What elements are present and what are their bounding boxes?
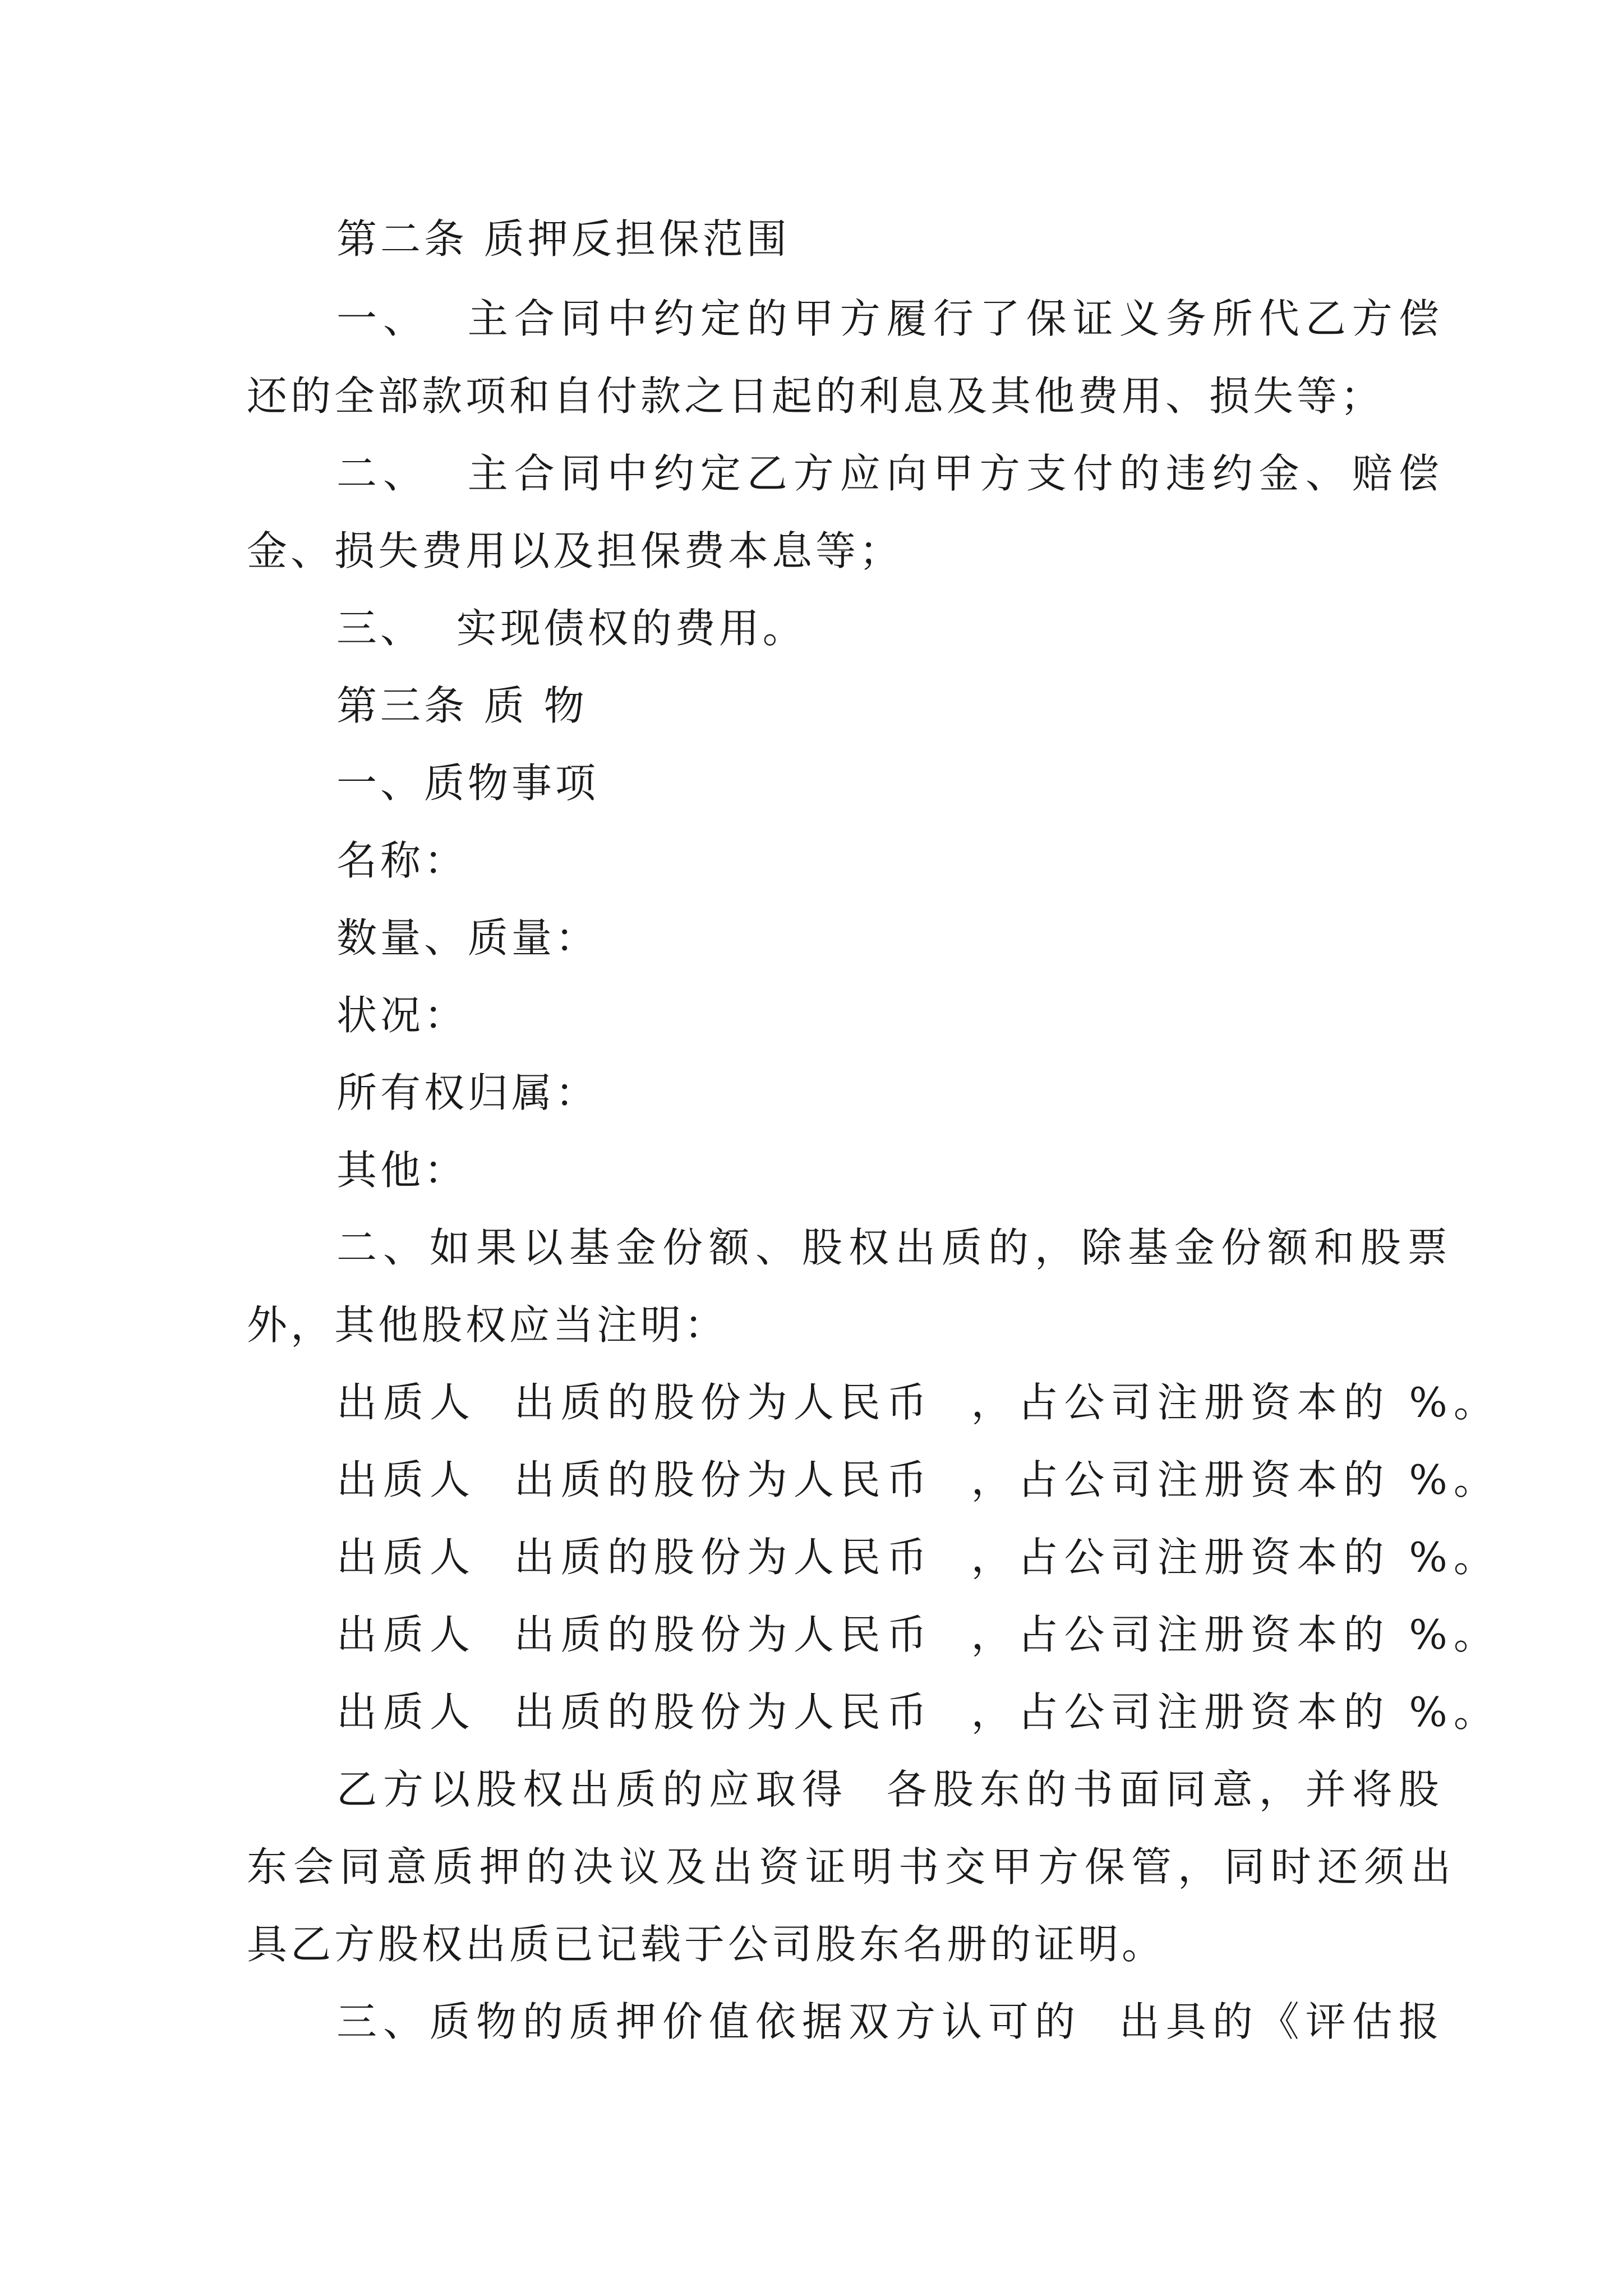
field-label-ownership: 所有权归属： bbox=[336, 1069, 600, 1116]
paragraph-line: 一、 主合同中约定的甲方履行了保证义务所代乙方偿 bbox=[336, 295, 1445, 342]
paragraph-line: 二、 主合同中约定乙方应向甲方支付的违约金、赔偿 bbox=[336, 450, 1445, 497]
pledgor-line: 出质人 出质的股份为人民币 ，占公司注册资本的 %。 bbox=[336, 1611, 1500, 1658]
field-label-condition: 状况： bbox=[336, 992, 468, 1039]
pledgor-line: 出质人 出质的股份为人民币 ，占公司注册资本的 %。 bbox=[336, 1379, 1500, 1426]
pledgor-line: 出质人 出质的股份为人民币 ，占公司注册资本的 %。 bbox=[336, 1688, 1500, 1736]
paragraph-line: 东会同意质押的决议及出资证明书交甲方保管，同时还须出 bbox=[247, 1843, 1458, 1890]
article-2-heading: 第二条 质押反担保范围 bbox=[336, 215, 790, 263]
paragraph-line: 二、如果以基金份额、股权出质的，除基金份额和股票 bbox=[336, 1224, 1454, 1271]
pledgor-line: 出质人 出质的股份为人民币 ，占公司注册资本的 %。 bbox=[336, 1456, 1500, 1503]
section-heading: 一、质物事项 bbox=[336, 760, 600, 807]
field-label-quantity-quality: 数量、质量： bbox=[336, 914, 600, 961]
field-label-other: 其他： bbox=[336, 1147, 468, 1194]
article-3-heading: 第三条 质 物 bbox=[336, 682, 588, 729]
paragraph-line: 三、质物的质押价值依据双方认可的 出具的《评估报 bbox=[336, 1998, 1445, 2045]
field-label-name: 名称： bbox=[336, 837, 468, 884]
paragraph-line: 具乙方股权出质已记载于公司股东名册的证明。 bbox=[247, 1921, 1166, 1968]
paragraph-line: 外，其他股权应当注明： bbox=[247, 1301, 728, 1349]
paragraph-line: 还的全部款项和自付款之日起的利息及其他费用、损失等； bbox=[247, 372, 1385, 420]
paragraph-line: 金、损失费用以及担保费本息等； bbox=[247, 527, 903, 574]
paragraph-line: 三、 实现债权的费用。 bbox=[336, 605, 806, 652]
paragraph-line: 乙方以股权出质的应取得 各股东的书面同意，并将股 bbox=[336, 1766, 1445, 1813]
pledgor-line: 出质人 出质的股份为人民币 ，占公司注册资本的 %。 bbox=[336, 1534, 1500, 1581]
